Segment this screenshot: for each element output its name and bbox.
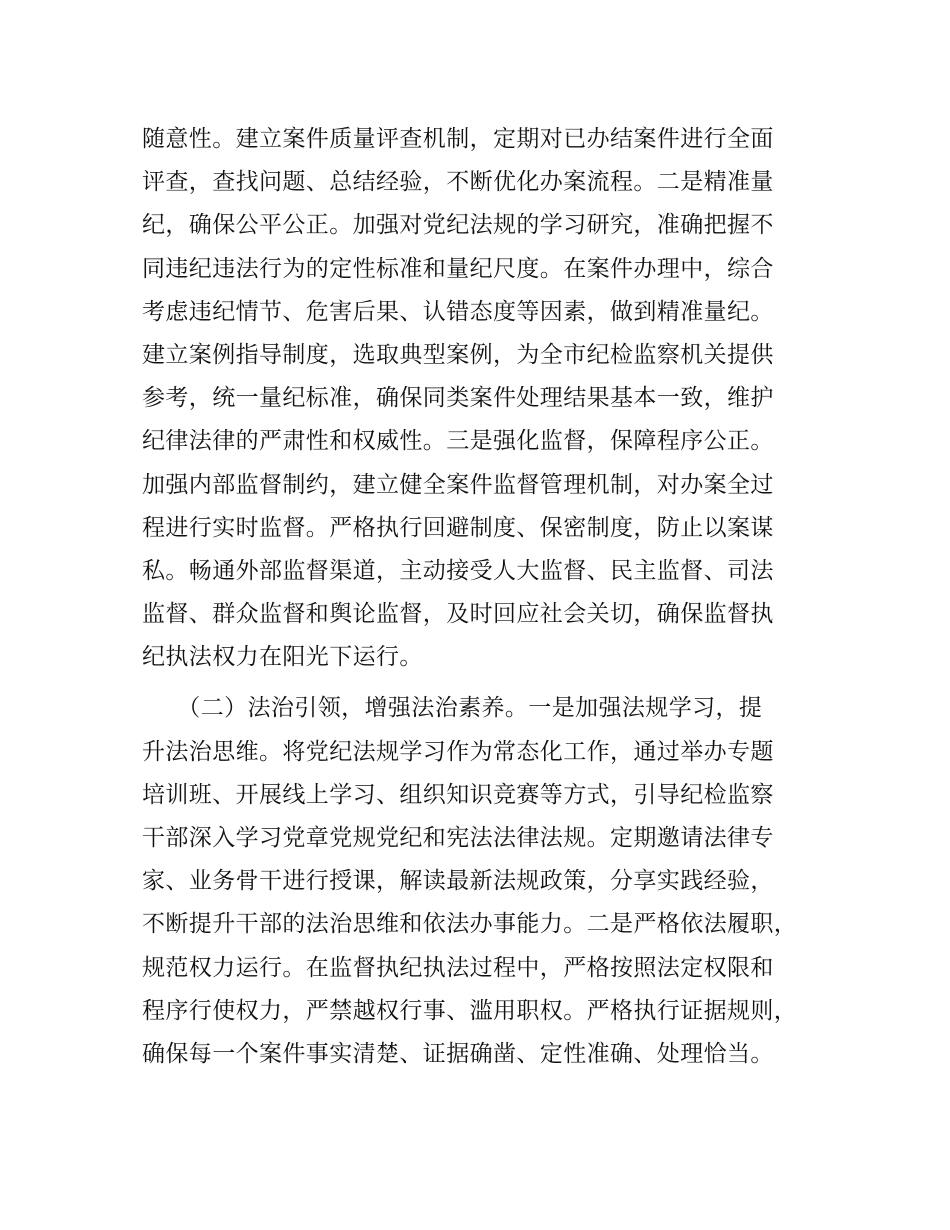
paragraph-1 [142,118,842,679]
text-line: 规范权力运行。在监督执纪执法过程中，严格按照法定权限和 [142,954,774,981]
text-line: 评查，查找问题、总结经验，不断优化办案流程。二是精准量 [142,169,774,196]
text-line: 监督、群众监督和舆论监督，及时回应社会关切，确保监督执 [142,601,774,628]
text-line: 建立案例指导制度，选取典型案例，为全市纪检监察机关提供 [142,341,774,368]
text-line: 升法治思维。将党纪法规学习作为常态化工作，通过举办专题 [142,738,774,765]
text-line: 培训班、开展线上学习、组织知识竞赛等方式，引导纪检监察 [142,781,774,808]
text-line: 程序行使权力，严禁越权行事、滥用职权。严格执行证据规则， [142,997,798,1024]
paragraph-2 [142,687,842,1076]
text-line: 不断提升干部的法治思维和依法办事能力。二是严格依法履职， [142,911,798,938]
text-line: 同违纪违法行为的定性标准和量纪尺度。在案件办理中，综合 [142,255,774,282]
text-line: 确保每一个案件事实清楚、证据确凿、定性准确、处理恰当。 [142,1040,774,1067]
text-line: （二）法治引领，增强法治素养。一是加强法规学习，提 [142,695,763,722]
text-line: 纪，确保公平公正。加强对党纪法规的学习研究，准确把握不 [142,212,774,239]
text-line: 加强内部监督制约，建立健全案件监督管理机制，对办案全过 [142,471,774,498]
text-line: 纪律法律的严肃性和权威性。三是强化监督，保障程序公正。 [142,428,774,455]
text-line: 参考，统一量纪标准，确保同类案件处理结果基本一致，维护 [142,385,774,412]
text-line: 家、业务骨干进行授课，解读最新法规政策，分享实践经验， [142,868,774,895]
text-line: 考虑违纪情节、危害后果、认错态度等因素，做到精准量纪。 [142,298,774,325]
paragraph-spacer [142,679,842,687]
text-line: 干部深入学习党章党规党纪和宪法法律法规。定期邀请法律专 [142,825,774,851]
text-line: 纪执法权力在阳光下运行。 [142,644,423,671]
text-line: 私。畅通外部监督渠道，主动接受人大监督、民主监督、司法 [142,557,774,584]
text-line: 程进行实时监督。严格执行回避制度、保密制度，防止以案谋 [142,514,774,541]
text-line: 随意性。建立案件质量评查机制，定期对已办结案件进行全面 [142,126,774,152]
document-body [142,118,842,1076]
